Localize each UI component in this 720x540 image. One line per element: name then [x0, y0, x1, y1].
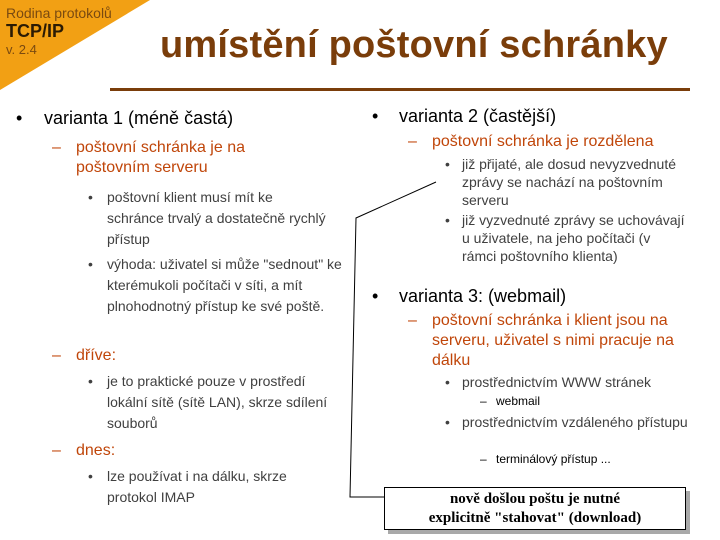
today-heading: dnes: [76, 442, 116, 459]
dash-marker: – [52, 442, 61, 459]
callout-line-1: nově došlou poštu je nutné [449, 491, 621, 507]
dash-marker: – [52, 139, 61, 156]
today-point: lze používat i na dálku, skrze protokol IMAP [107, 468, 287, 505]
variant-3-point-1: prostřednictvím WWW stránek [462, 374, 652, 390]
earlier-point: je to praktické pouze v prostředí lokální sítě (sítě LAN), skrze sdílení souborů [107, 373, 328, 431]
variant-3-sub: poštovní schránka i klient jsou na serveru, uživatel s nimi pracuje na dálku [432, 312, 674, 369]
bullet-marker: • [88, 373, 93, 389]
variant-1-sub: poštovní schránka je na poštovním serveru [76, 139, 245, 176]
title-underline [110, 88, 690, 91]
download-callout [384, 487, 686, 530]
dash-marker: – [480, 394, 487, 408]
bullet-marker: • [372, 106, 379, 126]
earlier-heading: dříve: [76, 347, 117, 364]
variant-3-heading: varianta 3: (webmail) [399, 286, 567, 306]
dash-marker: – [52, 347, 61, 364]
variant-1-point-1: poštovní klient musí mít ke schránce trvalý a dostatečně rychlý přístup [107, 189, 326, 247]
bullet-marker: • [445, 414, 450, 430]
bullet-marker: • [88, 256, 93, 272]
brand-block [6, 6, 112, 56]
variant-2-point-2: již vyzvednuté zprávy se uchovávají u uživatele, na jeho počítači (v rámci poštovního klienta) [462, 212, 685, 264]
variant-3-point-1-detail: webmail [496, 394, 541, 408]
bullet-marker: • [88, 468, 93, 484]
variant-3-point-2-detail: terminálový přístup ... [496, 452, 611, 466]
dash-marker: – [408, 133, 417, 150]
bullet-marker: • [16, 108, 23, 128]
bullet-marker: • [88, 189, 93, 205]
callout-line-2: explicitně "stahovat" (download) [428, 510, 642, 526]
bullet-marker: • [445, 374, 450, 390]
variant-2-sub: poštovní schránka je rozdělena [432, 133, 654, 150]
dash-marker: – [480, 452, 487, 466]
brand-series: Rodina protokolů [6, 5, 112, 21]
bullet-marker: • [372, 286, 379, 306]
variant-1-point-2: výhoda: uživatel si může "sednout" ke kterémukoli počítači v síti, a mít plnohodnotný přístup ke své poště. [107, 256, 342, 314]
brand-version: v. 2.4 [6, 42, 37, 57]
dash-marker: – [408, 312, 417, 329]
brand-name: TCP/IP [6, 21, 65, 41]
variant-2-heading: varianta 2 (častější) [399, 106, 557, 126]
bullet-marker: • [445, 212, 450, 228]
variant-2-point-1: již přijaté, ale dosud nevyzvednuté zprávy se nachází na poštovním serveru [462, 156, 677, 208]
variant-3-point-2: prostřednictvím vzdáleného přístupu [462, 414, 688, 430]
variant-1-heading: varianta 1 (méně častá) [44, 108, 234, 128]
slide-title: umístění poštovní schránky [160, 24, 668, 66]
bullet-marker: • [445, 156, 450, 172]
